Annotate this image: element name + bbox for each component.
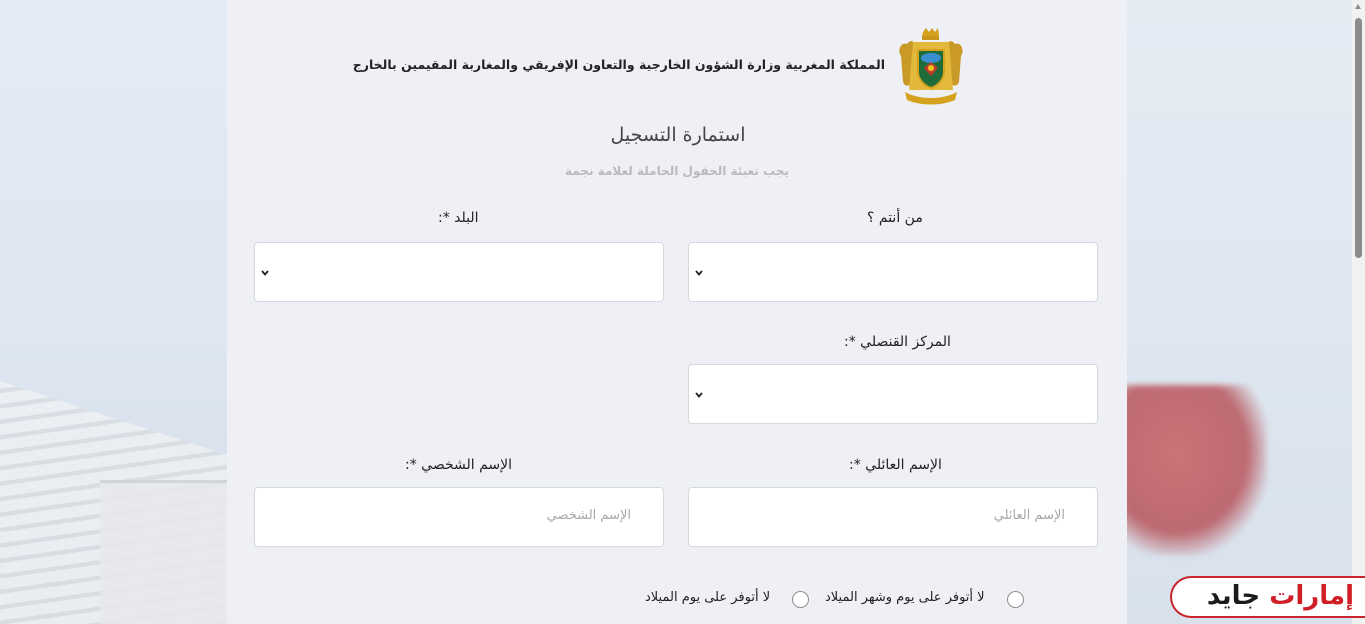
watermark-part1: إمارات xyxy=(1269,581,1354,611)
watermark-text xyxy=(1207,581,1354,611)
country-select[interactable] xyxy=(254,242,664,302)
family-name-placeholder: الإسم العائلي xyxy=(993,508,1065,523)
family-name-label: الإسم العائلي *: xyxy=(849,457,942,473)
registration-card xyxy=(227,0,1127,624)
consulate-select[interactable] xyxy=(688,364,1098,424)
family-name-input[interactable] xyxy=(688,487,1098,547)
background-eave xyxy=(100,480,230,624)
consulate-label: المركز القنصلي *: xyxy=(844,334,951,350)
no-day-checkbox[interactable] xyxy=(792,591,809,608)
chevron-down-icon xyxy=(261,270,269,276)
background-flag-area xyxy=(1127,0,1365,624)
form-subtitle: يجب تعبئة الحقول الحاملة لعلامة نجمة xyxy=(565,164,789,178)
scrollbar-thumb[interactable] xyxy=(1355,18,1362,258)
watermark-part2: جايد xyxy=(1206,581,1261,611)
header xyxy=(227,28,1127,108)
flag-image xyxy=(1127,385,1267,555)
form-title-text: استمارة التسجيل xyxy=(610,124,746,146)
first-name-input[interactable] xyxy=(254,487,664,547)
watermark-logo xyxy=(1170,576,1365,618)
who-are-you-select[interactable] xyxy=(688,242,1098,302)
page-scrollbar[interactable] xyxy=(1352,0,1365,624)
form-title xyxy=(227,124,1127,146)
first-name-label: الإسم الشخصي *: xyxy=(405,457,513,473)
first-name-placeholder: الإسم الشخصي xyxy=(546,508,631,523)
who-are-you-label: من أنتم ؟ xyxy=(867,210,923,226)
country-label: البلد *: xyxy=(438,210,479,226)
no-day-month-checkbox[interactable] xyxy=(1007,591,1024,608)
moroccan-coat-of-arms-icon xyxy=(895,28,967,106)
no-day-label: لا أتوفر على يوم الميلاد xyxy=(645,590,771,605)
ministry-name: المملكة المغربية وزارة الشؤون الخارجية والتعاون الإفريقي والمغاربة المقيمين بالخارج xyxy=(352,57,885,72)
no-day-month-label: لا أتوفر على يوم وشهر الميلاد xyxy=(825,590,985,605)
chevron-down-icon xyxy=(695,270,703,276)
scroll-up-arrow-icon[interactable] xyxy=(1355,4,1361,9)
background-building xyxy=(0,0,230,624)
chevron-down-icon xyxy=(695,392,703,398)
